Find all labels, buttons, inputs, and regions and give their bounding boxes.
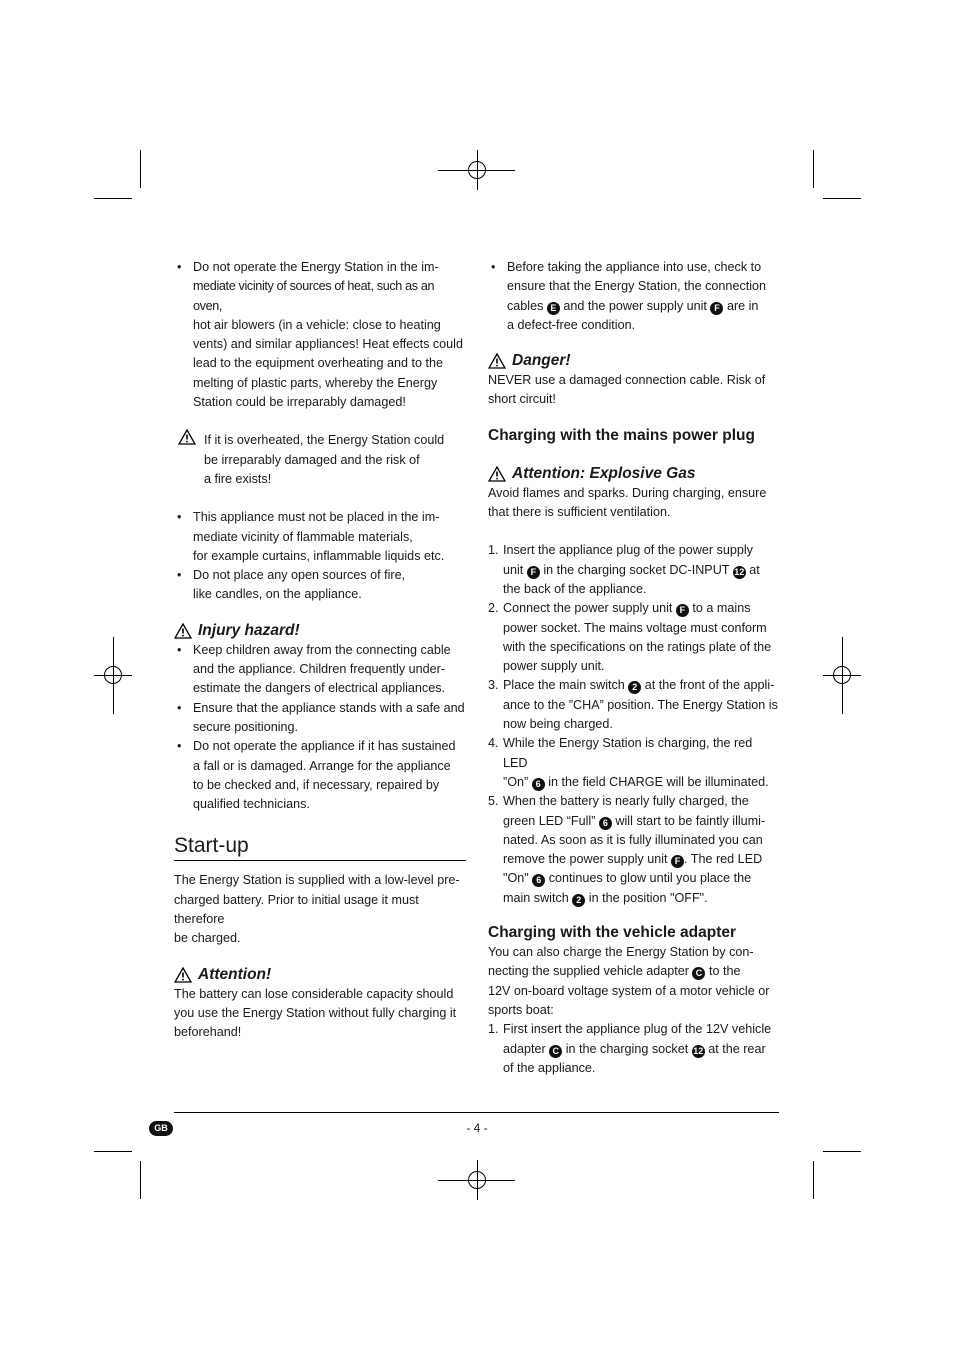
check-list xyxy=(488,258,780,335)
text-span: Connect the power supply unit xyxy=(503,601,673,616)
part-ref-12-icon: 12 xyxy=(693,1045,704,1056)
charging-steps xyxy=(488,541,780,908)
text-span: Place the main switch xyxy=(503,678,625,693)
registration-mark xyxy=(833,666,851,684)
part-ref-6-icon: 6 xyxy=(532,874,545,887)
text-line: qualified technicians. xyxy=(193,797,310,812)
text-line: nated. As soon as it is fully illuminated you can xyxy=(503,832,763,847)
step-number: 3. xyxy=(488,678,499,693)
text-line: the back of the appliance. xyxy=(503,581,647,596)
text-span: at the front of the appli- xyxy=(644,678,775,693)
text-line: • Do not operate the Energy Station in the im- xyxy=(193,260,439,274)
text-span: "On" xyxy=(503,871,529,886)
text-line: of the appliance. xyxy=(503,1060,596,1075)
crop-mark xyxy=(94,198,132,199)
attention-paragraph xyxy=(174,985,466,1043)
explosive-paragraph xyxy=(488,484,780,523)
danger-paragraph xyxy=(488,371,780,410)
text-span: and the power supply unit xyxy=(563,298,707,313)
section-title: Start-up xyxy=(174,833,466,861)
text-line: 12V on-board voltage system of a motor vehicle or xyxy=(488,983,770,998)
attention-heading xyxy=(174,965,466,985)
text-line xyxy=(503,773,780,792)
list-item xyxy=(174,737,466,814)
list-item xyxy=(488,676,780,734)
text-line: The battery can lose considerable capacity should xyxy=(174,986,454,1001)
heading-text: Attention! xyxy=(198,965,272,983)
text-line: When the battery is nearly fully charged, the xyxy=(503,794,749,809)
injury-list xyxy=(174,641,466,815)
text-span: remove the power supply unit xyxy=(503,852,668,867)
step-number: 1. xyxy=(488,1022,499,1037)
registration-mark xyxy=(468,161,486,179)
text-span: . The red LED xyxy=(684,852,763,867)
warning-icon xyxy=(488,466,506,482)
text-line: hot air blowers (in a vehicle: close to heating xyxy=(193,317,441,332)
text-line: estimate the dangers of electrical appliances. xyxy=(193,681,446,696)
vehicle-heading: Charging with the vehicle adapter xyxy=(488,924,737,942)
page-number: - 4 - xyxy=(466,1121,488,1135)
right-column xyxy=(488,258,780,1078)
list-item xyxy=(174,566,466,605)
text-line xyxy=(503,599,780,618)
crop-mark xyxy=(94,1151,132,1152)
heat-warning-list xyxy=(174,258,466,412)
text-span: necting the supplied vehicle adapter xyxy=(488,964,689,979)
text-line: mediate vicinity of sources of heat, such as an oven, xyxy=(193,279,435,313)
text-span: in the position "OFF". xyxy=(588,890,708,905)
registration-mark xyxy=(468,1171,486,1189)
text-line: power socket. The mains voltage must conform xyxy=(503,620,767,635)
text-line: NEVER use a damaged connection cable. Risk of xyxy=(488,373,766,388)
text-line: • This appliance must not be placed in the im- xyxy=(193,510,440,525)
part-ref-f-icon: F xyxy=(676,604,689,617)
text-line xyxy=(503,869,780,888)
list-item xyxy=(174,258,466,412)
text-line: that there is sufficient ventilation. xyxy=(488,505,671,520)
part-ref-f-icon: F xyxy=(710,302,723,315)
text-span: in the charging socket DC-INPUT xyxy=(543,562,730,577)
text-line: short circuit! xyxy=(488,392,556,407)
text-line: • Keep children away from the connecting cable xyxy=(193,642,451,657)
text-line: beforehand! xyxy=(174,1025,242,1040)
text-line: The Energy Station is supplied with a low-level pre- xyxy=(174,873,460,888)
text-line: you use the Energy Station without fully charging it xyxy=(174,1005,457,1020)
text-span: unit xyxy=(503,562,524,577)
text-line: Avoid flames and sparks. During charging, ensure xyxy=(488,485,767,500)
text-span: cables xyxy=(507,298,544,313)
mains-heading: Charging with the mains power plug xyxy=(488,426,755,444)
text-line: with the specifications on the ratings plate of the xyxy=(503,639,772,654)
vehicle-paragraph xyxy=(488,943,780,1020)
list-item xyxy=(488,258,780,335)
list-item xyxy=(174,641,466,699)
part-ref-2-icon: 2 xyxy=(572,894,585,907)
text-line: charged battery. Prior to initial usage it must therefore xyxy=(174,892,419,927)
text-span: will start to be faintly illumi- xyxy=(615,813,766,828)
text-span: at the rear xyxy=(708,1041,766,1056)
heading-text: Injury hazard! xyxy=(198,621,300,639)
heading-text: Danger! xyxy=(512,352,571,370)
part-ref-2-icon: 2 xyxy=(628,681,641,694)
text-line: to be checked and, if necessary, repaired by xyxy=(193,777,440,792)
step-number: 5. xyxy=(488,794,499,809)
text-line: If it is overheated, the Energy Station could xyxy=(204,433,445,448)
text-line: • Do not place any open sources of fire, xyxy=(193,568,406,583)
text-line: mediate vicinity of flammable materials, xyxy=(193,529,413,544)
list-item xyxy=(488,541,780,599)
text-line: a defect-free condition. xyxy=(507,317,636,332)
fire-warning-list xyxy=(174,508,466,604)
text-span: are in xyxy=(726,298,759,313)
text-line: like candles, on the appliance. xyxy=(193,587,362,602)
text-line: Insert the appliance plug of the power supply xyxy=(503,543,753,558)
warning-icon xyxy=(174,623,192,639)
registration-mark xyxy=(104,666,122,684)
vehicle-steps xyxy=(488,1020,780,1078)
text-line: While the Energy Station is charging, the red LED xyxy=(503,736,753,770)
warning-icon xyxy=(174,967,192,983)
crop-mark xyxy=(813,1161,814,1199)
text-line xyxy=(503,1040,780,1059)
text-span: continues to glow until you place the xyxy=(548,871,752,886)
crop-mark xyxy=(823,1151,861,1152)
text-span: in the charging socket xyxy=(565,1041,689,1056)
part-ref-6-icon: 6 xyxy=(532,778,545,791)
list-item xyxy=(488,792,780,908)
text-span: at xyxy=(749,562,760,577)
step-number: 2. xyxy=(488,601,499,616)
text-line xyxy=(503,561,780,580)
text-span: to a mains xyxy=(692,601,751,616)
list-item xyxy=(174,699,466,738)
text-span: green LED “Full” xyxy=(503,813,596,828)
text-line: now being charged. xyxy=(503,717,613,732)
text-line: ance to the ”CHA” position. The Energy Station is xyxy=(503,697,778,712)
text-line xyxy=(503,812,780,831)
part-ref-f-icon: F xyxy=(527,566,540,579)
explosive-heading xyxy=(488,464,780,484)
text-line xyxy=(507,297,780,316)
text-span: adapter xyxy=(503,1041,546,1056)
overheat-note xyxy=(174,431,466,489)
text-line: • Do not operate the appliance if it has sustained xyxy=(193,739,456,754)
text-line: lead to the equipment overheating and to the xyxy=(193,356,443,371)
injury-heading xyxy=(174,621,466,641)
text-span: to the xyxy=(708,964,741,979)
text-span: ”On” xyxy=(503,774,529,789)
text-line xyxy=(488,962,780,981)
text-line: a fall or is damaged. Arrange for the appliance xyxy=(193,758,451,773)
text-line: be charged. xyxy=(174,931,241,946)
text-line: be irreparably damaged and the risk of xyxy=(204,452,420,467)
text-line: • Ensure that the appliance stands with a safe and xyxy=(193,700,465,715)
text-line: You can also charge the Energy Station by con- xyxy=(488,945,754,960)
text-span: in the field CHARGE will be illuminated. xyxy=(548,774,769,789)
step-number: 4. xyxy=(488,736,499,751)
list-item xyxy=(488,599,780,676)
text-line: Station could be irreparably damaged! xyxy=(193,395,406,410)
text-line: power supply unit. xyxy=(503,659,605,674)
part-ref-6-icon: 6 xyxy=(599,817,612,830)
part-ref-f-icon: F xyxy=(671,855,684,868)
part-ref-c-icon: C xyxy=(692,967,705,980)
part-ref-12-icon: 12 xyxy=(734,566,745,577)
crop-mark xyxy=(823,198,861,199)
list-item xyxy=(488,734,780,792)
warning-icon xyxy=(178,429,196,445)
footer-divider xyxy=(174,1112,779,1113)
text-line: sports boat: xyxy=(488,1002,554,1017)
part-ref-e-icon: E xyxy=(547,302,560,315)
crop-mark xyxy=(813,150,814,188)
text-line: for example curtains, inflammable liquids etc. xyxy=(193,548,445,563)
text-line xyxy=(503,850,780,869)
left-column xyxy=(174,258,466,1043)
text-line: vents) and similar appliances! Heat effects could xyxy=(193,337,463,352)
text-line: ensure that the Energy Station, the connection xyxy=(507,279,767,294)
crop-mark xyxy=(140,150,141,188)
text-span: main switch xyxy=(503,890,569,905)
text-line xyxy=(503,889,780,908)
step-number: 1. xyxy=(488,543,499,558)
text-line: a fire exists! xyxy=(204,471,272,486)
text-line: secure positioning. xyxy=(193,719,299,734)
text-line: • Before taking the appliance into use, check to xyxy=(507,260,762,274)
startup-paragraph xyxy=(174,871,466,948)
text-line xyxy=(503,676,780,695)
heading-text: Attention: Explosive Gas xyxy=(512,464,696,482)
text-line: First insert the appliance plug of the 12V vehicle xyxy=(503,1022,772,1037)
danger-heading xyxy=(488,351,780,371)
language-badge: GB xyxy=(149,1121,173,1136)
warning-icon xyxy=(488,353,506,369)
list-item xyxy=(488,1020,780,1078)
part-ref-c-icon: C xyxy=(549,1045,562,1058)
text-line: and the appliance. Children frequently under- xyxy=(193,662,446,677)
crop-mark xyxy=(140,1161,141,1199)
text-line: melting of plastic parts, whereby the Energy xyxy=(193,375,438,390)
list-item xyxy=(174,508,466,566)
